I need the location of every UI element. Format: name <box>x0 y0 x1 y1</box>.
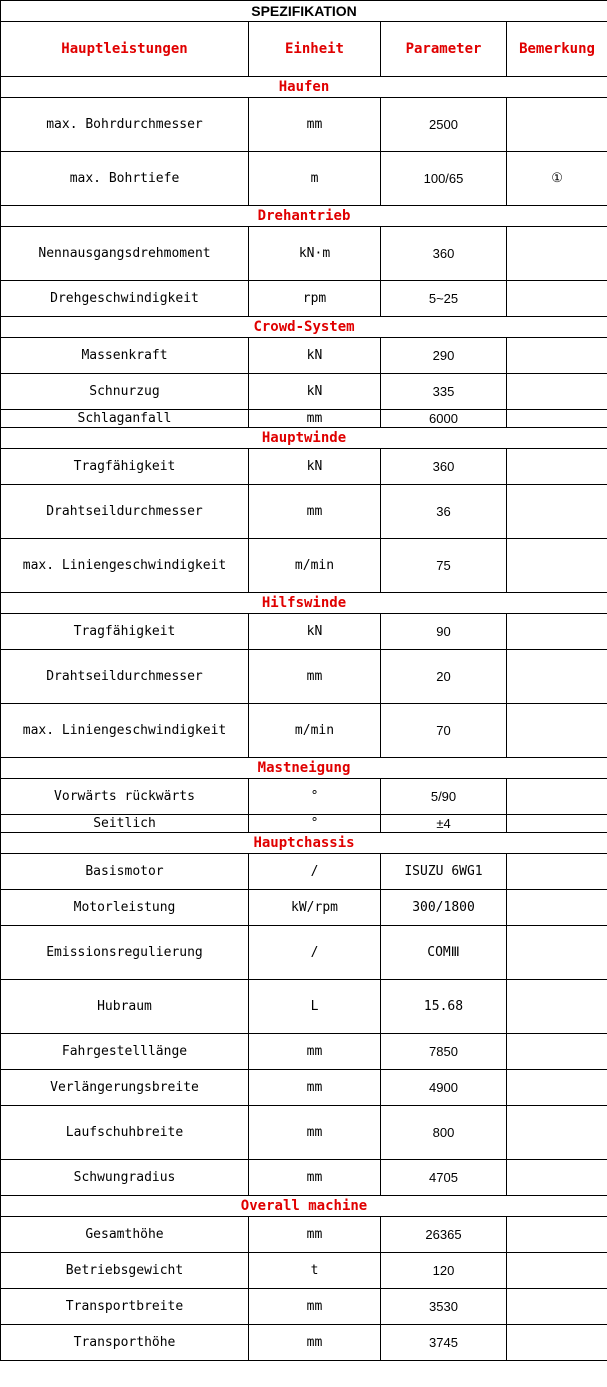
table-row <box>1 854 607 890</box>
row-unit: kN <box>249 449 381 485</box>
row-unit: mm <box>249 650 381 704</box>
row-param: COMⅢ <box>381 926 507 980</box>
header-row <box>1 22 607 77</box>
row-note <box>507 227 607 281</box>
row-name: Gesamthöhe <box>1 1217 249 1253</box>
table-row <box>1 227 607 281</box>
table-row <box>1 539 607 593</box>
row-note <box>507 485 607 539</box>
row-param: ISUZU 6WG1 <box>381 854 507 890</box>
table-row <box>1 152 607 206</box>
table-row <box>1 281 607 317</box>
section-row <box>1 1196 607 1217</box>
table-row <box>1 779 607 815</box>
row-name: Hubraum <box>1 980 249 1034</box>
row-note <box>507 779 607 815</box>
row-unit: mm <box>249 1217 381 1253</box>
row-name: Schwungradius <box>1 1160 249 1196</box>
section-title-drehantrieb: Drehantrieb <box>1 206 607 227</box>
row-name: Fahrgestelllänge <box>1 1034 249 1070</box>
row-note <box>507 704 607 758</box>
row-unit: / <box>249 854 381 890</box>
table-row <box>1 98 607 152</box>
row-unit: mm <box>249 1160 381 1196</box>
row-name: Nennausgangsdrehmoment <box>1 227 249 281</box>
row-param: 100/65 <box>381 152 507 206</box>
row-note <box>507 815 607 833</box>
row-unit: mm <box>249 1325 381 1361</box>
header-main: Hauptleistungen <box>1 22 249 77</box>
row-note <box>507 926 607 980</box>
table-row <box>1 704 607 758</box>
row-unit: m/min <box>249 539 381 593</box>
row-name: Drehgeschwindigkeit <box>1 281 249 317</box>
section-title-chassis: Hauptchassis <box>1 833 607 854</box>
row-name: Basismotor <box>1 854 249 890</box>
row-unit: kN <box>249 614 381 650</box>
row-param: 4705 <box>381 1160 507 1196</box>
row-note <box>507 1070 607 1106</box>
row-name: Betriebsgewicht <box>1 1253 249 1289</box>
row-unit: mm <box>249 410 381 428</box>
row-unit: mm <box>249 1106 381 1160</box>
row-param: 20 <box>381 650 507 704</box>
table-row <box>1 614 607 650</box>
row-note <box>507 1217 607 1253</box>
row-unit: mm <box>249 1289 381 1325</box>
row-unit: m <box>249 152 381 206</box>
row-param: 70 <box>381 704 507 758</box>
row-name: Tragfähigkeit <box>1 449 249 485</box>
row-unit: rpm <box>249 281 381 317</box>
row-param: 3530 <box>381 1289 507 1325</box>
row-param: 5/90 <box>381 779 507 815</box>
row-param: 290 <box>381 338 507 374</box>
row-note <box>507 1160 607 1196</box>
row-name: Massenkraft <box>1 338 249 374</box>
table-row <box>1 1106 607 1160</box>
table-row <box>1 926 607 980</box>
row-name: Verlängerungsbreite <box>1 1070 249 1106</box>
row-param: 5~25 <box>381 281 507 317</box>
table-row <box>1 1160 607 1196</box>
row-param: 300/1800 <box>381 890 507 926</box>
row-unit: mm <box>249 485 381 539</box>
row-note <box>507 1106 607 1160</box>
row-param: 75 <box>381 539 507 593</box>
row-param: 15.68 <box>381 980 507 1034</box>
row-param: 90 <box>381 614 507 650</box>
section-row <box>1 758 607 779</box>
table-row <box>1 338 607 374</box>
section-row <box>1 833 607 854</box>
row-unit: / <box>249 926 381 980</box>
table-row <box>1 374 607 410</box>
row-name: Schnurzug <box>1 374 249 410</box>
row-unit: mm <box>249 98 381 152</box>
row-note <box>507 650 607 704</box>
row-note <box>507 854 607 890</box>
row-param: 7850 <box>381 1034 507 1070</box>
row-note <box>507 374 607 410</box>
row-name: max. Bohrdurchmesser <box>1 98 249 152</box>
row-param: 36 <box>381 485 507 539</box>
row-param: ±4 <box>381 815 507 833</box>
table-row <box>1 449 607 485</box>
header-note: Bemerkung <box>507 22 607 77</box>
row-name: Drahtseildurchmesser <box>1 650 249 704</box>
row-param: 26365 <box>381 1217 507 1253</box>
section-title-mast: Mastneigung <box>1 758 607 779</box>
section-title-hauptwinde: Hauptwinde <box>1 428 607 449</box>
row-param: 6000 <box>381 410 507 428</box>
row-name: max. Liniengeschwindigkeit <box>1 704 249 758</box>
row-unit: mm <box>249 1070 381 1106</box>
row-name: Laufschuhbreite <box>1 1106 249 1160</box>
row-note <box>507 614 607 650</box>
table-row <box>1 890 607 926</box>
table-title: SPEZIFIKATION <box>1 1 607 22</box>
row-unit: m/min <box>249 704 381 758</box>
table-row <box>1 1034 607 1070</box>
section-row <box>1 77 607 98</box>
row-note <box>507 980 607 1034</box>
table-row <box>1 650 607 704</box>
table-row <box>1 410 607 428</box>
row-unit: kW/rpm <box>249 890 381 926</box>
section-title-crowd: Crowd-System <box>1 317 607 338</box>
row-name: Transportbreite <box>1 1289 249 1325</box>
section-row <box>1 317 607 338</box>
row-name: Seitlich <box>1 815 249 833</box>
section-row <box>1 593 607 614</box>
row-name: Emissionsregulierung <box>1 926 249 980</box>
row-note <box>507 98 607 152</box>
row-name: Vorwärts rückwärts <box>1 779 249 815</box>
row-name: Tragfähigkeit <box>1 614 249 650</box>
row-unit: ° <box>249 779 381 815</box>
row-param: 335 <box>381 374 507 410</box>
header-unit: Einheit <box>249 22 381 77</box>
row-note <box>507 1034 607 1070</box>
row-unit: ° <box>249 815 381 833</box>
row-name: max. Bohrtiefe <box>1 152 249 206</box>
section-title-haufen: Haufen <box>1 77 607 98</box>
row-param: 360 <box>381 227 507 281</box>
row-note <box>507 890 607 926</box>
row-note <box>507 539 607 593</box>
row-unit: kN·m <box>249 227 381 281</box>
row-unit: mm <box>249 1034 381 1070</box>
row-param: 3745 <box>381 1325 507 1361</box>
row-name: Transporthöhe <box>1 1325 249 1361</box>
row-unit: t <box>249 1253 381 1289</box>
row-note <box>507 410 607 428</box>
row-note <box>507 1289 607 1325</box>
section-title-hilfswinde: Hilfswinde <box>1 593 607 614</box>
row-param: 2500 <box>381 98 507 152</box>
table-row <box>1 1325 607 1361</box>
row-unit: kN <box>249 338 381 374</box>
row-note <box>507 449 607 485</box>
row-note <box>507 1253 607 1289</box>
row-unit: L <box>249 980 381 1034</box>
table-row <box>1 1253 607 1289</box>
header-param: Parameter <box>381 22 507 77</box>
row-param: 800 <box>381 1106 507 1160</box>
row-name: Drahtseildurchmesser <box>1 485 249 539</box>
row-param: 120 <box>381 1253 507 1289</box>
table-row <box>1 815 607 833</box>
title-row <box>1 1 607 22</box>
table-row <box>1 485 607 539</box>
row-name: Motorleistung <box>1 890 249 926</box>
row-name: Schlaganfall <box>1 410 249 428</box>
row-note <box>507 281 607 317</box>
table-row <box>1 1070 607 1106</box>
row-unit: kN <box>249 374 381 410</box>
row-name: max. Liniengeschwindigkeit <box>1 539 249 593</box>
table-row <box>1 980 607 1034</box>
row-param: 4900 <box>381 1070 507 1106</box>
table-row <box>1 1217 607 1253</box>
row-param: 360 <box>381 449 507 485</box>
row-note: ① <box>507 152 607 206</box>
row-note <box>507 338 607 374</box>
row-note <box>507 1325 607 1361</box>
section-title-overall: Overall machine <box>1 1196 607 1217</box>
table-row <box>1 1289 607 1325</box>
section-row <box>1 206 607 227</box>
section-row <box>1 428 607 449</box>
